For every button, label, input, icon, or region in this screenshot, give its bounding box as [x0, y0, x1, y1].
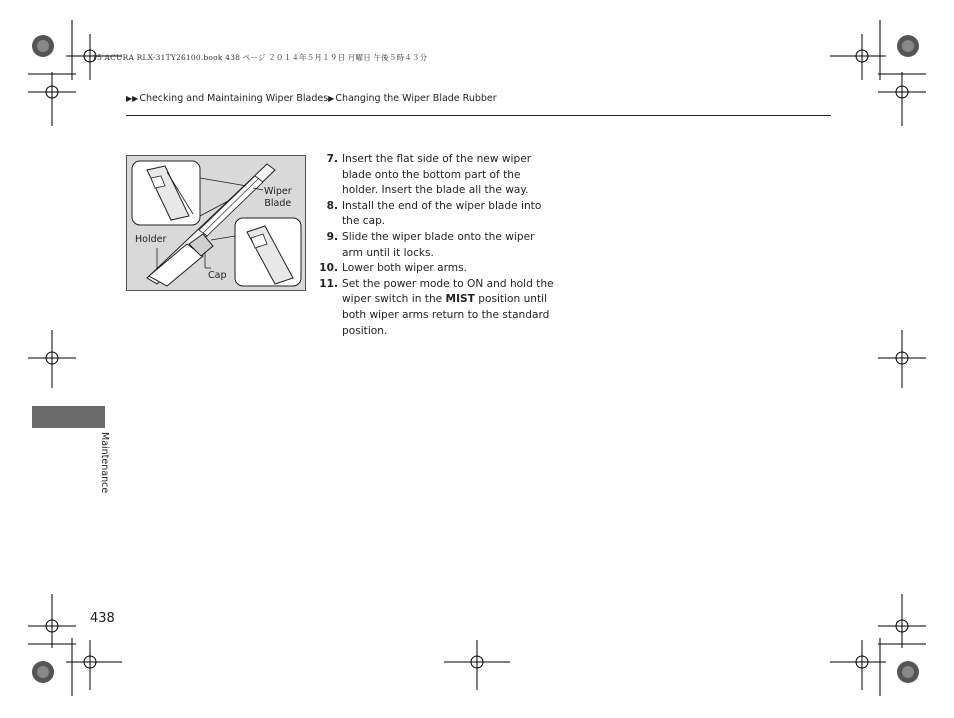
- procedure-steps: [316, 152, 556, 339]
- section-tab[interactable]: [32, 406, 105, 428]
- section-tab-label: Maintenance: [99, 432, 110, 494]
- breadcrumb: [126, 93, 497, 104]
- label-cap: Cap: [208, 270, 227, 281]
- step-text: Install the end of the wiper blade into the cap.: [342, 199, 542, 228]
- breadcrumb-marker: ▶▶: [126, 94, 139, 103]
- wiper-blade-illustration: [126, 155, 306, 291]
- step-9: [316, 230, 556, 261]
- step-text: Slide the wiper blade onto the wiper arm until it locks.: [342, 230, 535, 259]
- breadcrumb-subsection[interactable]: Changing the Wiper Blade Rubber: [335, 93, 497, 104]
- step-text: Lower both wiper arms.: [342, 262, 467, 275]
- step-number: 9.: [326, 230, 338, 243]
- step-text-before: Set the power mode to ON and hold the wiper switch in the: [342, 277, 554, 306]
- page-number: 438: [90, 611, 115, 626]
- step-number: 7.: [326, 153, 338, 165]
- step-text: [342, 277, 556, 339]
- step-7: [316, 152, 556, 199]
- step-10: [316, 261, 556, 277]
- print-meta: 15 ACURA RLX-31TY26100.book 438 ページ ２０１４年５月１９日 月曜日 午後５時４３分: [92, 53, 428, 62]
- step-number: 10.: [319, 262, 338, 275]
- step-text: Insert the flat side of the new wiper blade onto the bottom part of the holder. Insert the blade all the way.: [342, 153, 532, 197]
- step-number: 8.: [326, 199, 338, 212]
- mist-position-label: MIST: [445, 293, 475, 306]
- label-wiper-blade: Wiper Blade: [264, 186, 292, 209]
- step-8: [316, 199, 556, 230]
- step-11: [316, 277, 556, 339]
- breadcrumb-section[interactable]: Checking and Maintaining Wiper Blades: [139, 93, 329, 104]
- label-holder: Holder: [135, 234, 167, 245]
- step-text-after: position until both wiper arms return to the standard position.: [342, 293, 550, 337]
- breadcrumb-separator: ▶: [328, 94, 335, 103]
- step-number: 11.: [319, 277, 338, 290]
- header-rule: [126, 115, 831, 116]
